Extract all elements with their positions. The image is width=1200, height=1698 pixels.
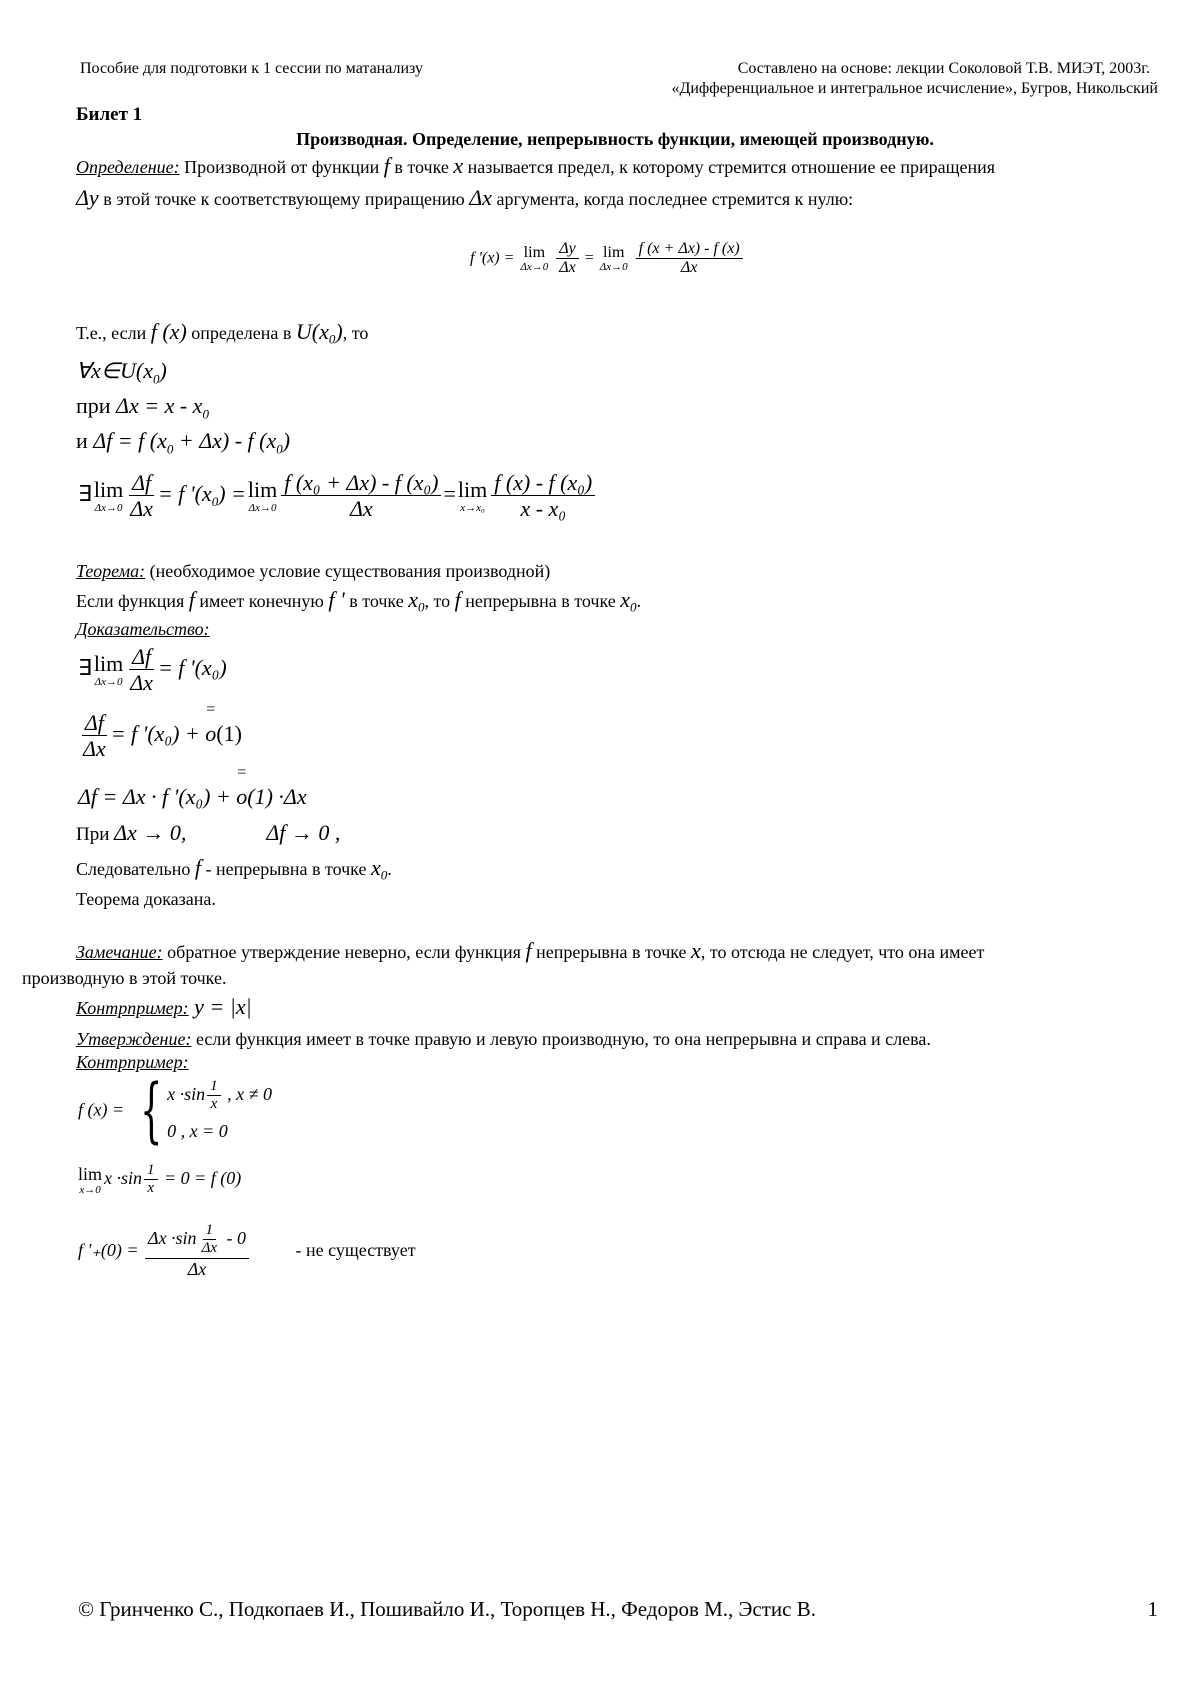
frac-den: Δx [83,736,106,762]
forall-line [76,358,167,387]
derivative-formula [470,240,745,278]
proof-line3 [78,764,307,810]
expr: x ·sin [167,1083,206,1104]
definition-text: называется предел, к которому стремится отношение ее приращения [463,157,996,177]
formula-lhs: f '(x) = [470,249,515,267]
counterexample-label: Контрпример: [76,998,189,1018]
proof-line4 [76,820,340,846]
fraction [127,644,156,696]
expr: = f '(x₀) + [110,720,206,746]
proof-line2 [78,700,242,762]
fraction [491,470,595,522]
limit-operator [458,477,487,514]
frac-den: x [210,1096,218,1113]
o-letter: o [205,720,217,746]
expr: y = |x| [188,994,252,1019]
counterexample-1 [76,996,252,1019]
expr: Δf → 0 , [266,820,341,845]
subscript: 0 [380,867,388,883]
footer-authors: © Гринченко С., Подкопаев И., Пошивайло И., Торопцев Н., Федоров М., Эстис В. [78,1597,816,1621]
pri-line [76,393,209,422]
fraction [207,1078,221,1114]
fraction [127,470,156,522]
fraction [556,240,579,278]
subscript: 0 [211,494,219,510]
frac-num: Δf [82,710,107,736]
limit-operator [520,244,548,273]
right-derivative-line [78,1222,416,1279]
lim-text: lim [93,477,124,503]
piecewise-brace [129,1069,273,1151]
page-number: 1 [1147,1597,1158,1621]
expr: Δf = f (x [93,428,167,453]
text: - непрерывна в точке [201,859,371,879]
fraction [281,470,441,522]
lim-sub: Δx→0 [248,502,277,515]
delta-f-line [76,428,290,457]
equals: = [443,480,456,506]
piecewise-function [78,1069,273,1151]
expr-u: U(x [295,319,329,344]
text: , то отсюда не следует, что она имеет [700,942,985,962]
cases [167,1078,272,1142]
text: непрерывна в точке [531,942,692,962]
subscript: 0 [152,371,160,387]
word: и [76,428,94,453]
var-f: f [383,153,390,178]
definition-text: в этой точке к соответствующему приращению [98,189,470,209]
case-2: 0 , x = 0 [167,1121,228,1141]
fraction [145,1222,249,1279]
fraction [636,240,743,278]
paren: ) [159,358,167,383]
theorem-line2 [76,589,641,619]
word: при [76,393,117,418]
case-1 [167,1078,272,1114]
o-small [236,764,248,810]
statement-line [76,1028,931,1050]
proof-line1 [78,644,227,696]
fraction [199,1222,220,1258]
text: обратное утверждение неверно, если функция [162,942,526,962]
left-brace-glyph: { [139,1069,163,1151]
section-title: Производная. Определение, непрерывность функции, имеющей производную. [296,129,934,149]
var-f: f [188,587,195,612]
expr: + Δx) - f (x [173,428,277,453]
expr: f '₊(0) = [78,1240,139,1261]
lim-text: lim [457,477,488,503]
subscript: 0 [166,441,174,457]
subscript: 0 [328,331,336,347]
lim-text: lim [603,244,625,262]
equals: = [584,249,594,267]
lim-text: lim [247,477,278,503]
definition-text: аргумента, когда последнее стремится к нулю: [491,189,854,209]
frac-num [145,1222,249,1259]
expr: Δx ·sin [148,1227,197,1248]
expr-fx: f (x) [150,319,187,344]
text: непрерывна в точке [460,591,621,611]
equals: = [206,700,216,718]
frac-den: Δx [559,259,576,277]
limit-operator [94,477,123,514]
remark-line1 [76,940,984,963]
text: Следовательно [76,859,195,879]
text: . [387,859,392,879]
var-x: x [408,587,418,612]
subscript: 0 [276,441,283,457]
frac-num: 1 [203,1222,217,1240]
expr: x ·sin [104,1167,143,1188]
lim-sub: x→0 [79,1183,101,1196]
expr: ) [282,428,291,453]
definition-text: в точке [389,157,454,177]
lim-sub: Δx→0 [599,261,628,274]
counterexample-2-label: Контрпример: [76,1052,189,1072]
frac-num: 1 [144,1162,158,1180]
frac-num: Δf [129,470,154,496]
expr: - 0 [222,1227,247,1248]
subscript: 0 [630,599,637,615]
text: имеет конечную [194,591,329,611]
var-x: x [453,153,464,178]
expr: = f '(x [157,480,212,506]
lim-sub: x→x₀ [460,502,485,515]
frac-den: Δx [187,1258,207,1279]
expr: (1) [216,720,242,746]
definition-text: Производной от функции [179,157,384,177]
frac-den: Δx [201,1240,218,1257]
exists-symbol: ∃ [78,654,92,680]
definition-line2 [76,187,853,210]
var-f-prime: f ' [328,587,345,612]
frac-den: Δx [349,496,373,522]
statement-label: Утверждение: [76,1029,192,1049]
var-delta-x: Δx [469,185,492,210]
definition-label: Определение: [76,157,180,177]
te-text: Т.е., если [76,323,151,343]
theorem-text: (необходимое условие существования производной) [145,561,551,581]
exists-symbol: ∃ [78,480,92,506]
expr: f (x) = [78,1099,125,1120]
var-f: f [525,938,532,963]
proof-label: Доказательство: [76,619,210,639]
expr: Δx → 0, [114,820,187,845]
frac-den: Δx [130,496,153,522]
text: . [636,591,641,611]
expr: ) = [218,480,246,506]
word: При [76,824,115,845]
fraction [80,710,109,762]
expr: , x ≠ 0 [222,1083,273,1104]
fraction [144,1162,158,1198]
expr: = f '(x₀) [157,654,227,680]
exists-formula [78,470,597,522]
note: - не существует [295,1240,416,1261]
lim-text: lim [78,1163,103,1184]
text: Если функция [76,591,189,611]
frac-den: x [147,1180,155,1197]
o-small [205,700,217,747]
frac-num: f (x) - f (x₀) [491,470,595,496]
lim-sub: Δx→0 [94,502,123,515]
var-x: x [370,855,381,880]
var-f: f [194,855,201,880]
te-text: , то [342,323,369,343]
frac-num: 1 [207,1078,221,1096]
lim-text: lim [93,651,124,677]
o-letter: o [236,784,248,809]
var-x: x [620,587,630,612]
proof-line5 [76,857,392,887]
header-right-line2: «Дифференциальное и интегральное исчисление», Бугров, Никольский [671,80,1158,97]
var-f: f [454,587,461,612]
te-line [76,321,368,351]
var-delta-y: Δy [76,185,99,210]
header-left: Пособие для подготовки к 1 сессии по матанализу [80,60,423,77]
expr: Δf = Δx · f '(x₀) + [78,784,237,809]
subscript: 0 [202,406,209,422]
ticket-heading: Билет 1 [76,104,143,125]
text: , то [424,591,455,611]
definition-line1 [76,155,995,178]
remark-label: Замечание: [76,942,163,962]
limit-operator [94,651,123,688]
text: в точке [344,591,409,611]
limit-operator [600,244,628,273]
paren: ) [335,319,343,344]
subscript: 0 [418,599,425,615]
frac-num: f (x + Δx) - f (x) [636,240,743,259]
frac-num: f (x₀ + Δx) - f (x₀) [281,470,441,496]
te-text: определена в [186,323,296,343]
lim-text: lim [523,244,546,262]
equals: = [237,764,247,781]
proof-line6: Теорема доказана. [76,889,216,909]
limit-line [76,1162,241,1198]
text: если функция имеет в точке правую и левую производную, то она непрерывна и справа и слева. [191,1029,931,1049]
var-x: x [691,938,701,963]
header-right-line1: Составлено на основе: лекции Соколовой Т.В. МИЭТ, 2003г. [737,60,1150,77]
lim-sub: Δx→0 [94,676,123,689]
remark-line2: производную в этой точке. [22,968,227,988]
frac-num: Δy [556,240,579,259]
limit-operator [248,477,277,514]
frac-den: x - x₀ [520,496,566,522]
expr: Δx = x - x [116,393,203,418]
frac-den: Δx [130,670,153,696]
limit-operator [78,1164,102,1196]
theorem-line1 [76,560,550,582]
lim-sub: Δx→0 [520,261,549,274]
expr: = 0 = f (0) [159,1167,242,1188]
frac-num: Δf [129,644,154,670]
frac-den: Δx [680,259,698,277]
forall-expr: ∀x∈U(x [76,358,153,383]
theorem-label: Теорема: [76,561,146,581]
expr: (1) ·Δx [247,784,307,809]
